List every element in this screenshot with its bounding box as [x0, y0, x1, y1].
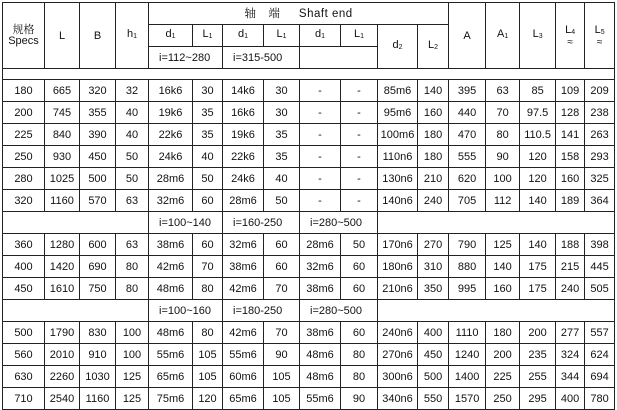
table-cell: 28m6	[149, 168, 193, 190]
table-cell: 840	[45, 124, 80, 146]
table-cell: 390	[80, 124, 116, 146]
table-cell: 240	[556, 278, 585, 300]
table-cell: 38m6	[300, 278, 341, 300]
table-cell: 48m6	[300, 366, 341, 388]
table-cell: 28m6	[300, 234, 341, 256]
table-cell: 355	[80, 102, 116, 124]
table-cell: 120	[520, 146, 556, 168]
table-cell: 324	[556, 344, 585, 366]
table-cell: 35	[264, 146, 300, 168]
spec-cell: 500	[3, 322, 45, 344]
table-cell: 80	[116, 278, 149, 300]
table-cell: 80	[193, 278, 223, 300]
specification-table	[2, 2, 615, 410]
table-cell: 140	[520, 234, 556, 256]
table-cell: 180n6	[378, 256, 418, 278]
table-cell: 109	[556, 80, 585, 102]
table-cell: 50	[264, 190, 300, 212]
table-cell: 80	[116, 256, 149, 278]
table-cell: 32m6	[300, 256, 341, 278]
table-row	[3, 256, 615, 278]
table-cell: 95m6	[378, 102, 418, 124]
table-cell: 120	[193, 388, 223, 410]
table-cell: 250	[486, 388, 520, 410]
table-cell: 60	[193, 190, 223, 212]
table-cell: 830	[80, 322, 116, 344]
table-cell: 450	[418, 344, 449, 366]
table-cell: 745	[45, 102, 80, 124]
table-cell: 160	[418, 102, 449, 124]
table-cell: 240	[418, 190, 449, 212]
spec-cell: 400	[3, 256, 45, 278]
table-cell: 1280	[45, 234, 80, 256]
table-cell: 65m6	[149, 366, 193, 388]
ratio-band-label: i=100~160	[149, 300, 223, 322]
ratio-band-label: i=180-250	[223, 300, 300, 322]
table-cell: 325	[585, 168, 615, 190]
ratio-band-label: i=100~140	[149, 212, 223, 234]
table-cell: 210	[418, 168, 449, 190]
table-cell: 30	[193, 80, 223, 102]
spacer-row	[3, 69, 615, 80]
table-cell: 930	[45, 146, 80, 168]
table-cell: 395	[449, 80, 486, 102]
table-cell: 1790	[45, 322, 80, 344]
table-cell: 50	[193, 168, 223, 190]
table-cell: 170n6	[378, 234, 418, 256]
table-cell: 364	[585, 190, 615, 212]
table-cell: 60	[341, 256, 378, 278]
table-cell: 255	[520, 366, 556, 388]
table-cell: 180	[418, 146, 449, 168]
table-row	[3, 190, 615, 212]
table-cell: 910	[80, 344, 116, 366]
table-cell: 24k6	[223, 168, 264, 190]
spec-cell: 280	[3, 168, 45, 190]
table-cell: 60	[341, 278, 378, 300]
table-cell: 398	[585, 234, 615, 256]
table-cell: 1240	[449, 344, 486, 366]
ratio-band-label: i=280~500	[300, 300, 378, 322]
table-cell: 35	[193, 102, 223, 124]
table-cell: -	[341, 124, 378, 146]
table-cell: 141	[556, 124, 585, 146]
table-cell: 80	[486, 124, 520, 146]
table-cell: 35	[264, 124, 300, 146]
table-cell: 665	[45, 80, 80, 102]
table-cell: 1160	[80, 388, 116, 410]
table-cell: 32	[116, 80, 149, 102]
table-cell: 55m6	[300, 388, 341, 410]
table-cell: 48m6	[300, 344, 341, 366]
table-cell: 140n6	[378, 190, 418, 212]
table-cell: 140	[520, 190, 556, 212]
table-row	[3, 366, 615, 388]
table-cell: 40	[193, 146, 223, 168]
ratio-band-spacer	[3, 212, 149, 234]
l1-header: L1	[193, 25, 223, 47]
table-cell: 300n6	[378, 366, 418, 388]
table-cell: 240n6	[378, 322, 418, 344]
table-cell: 225	[486, 366, 520, 388]
spec-cell: 360	[3, 234, 45, 256]
table-cell: 75m6	[149, 388, 193, 410]
table-cell: 60	[264, 256, 300, 278]
l4-header: L4 ≈	[556, 3, 585, 69]
ratio-band-spacer	[378, 212, 615, 234]
table-row	[3, 234, 615, 256]
table-row	[3, 322, 615, 344]
specs-header-cn: 规格	[12, 23, 35, 36]
table-cell: 557	[585, 322, 615, 344]
table-cell: 90	[264, 344, 300, 366]
table-cell: 110.5	[520, 124, 556, 146]
table-cell: 105	[193, 366, 223, 388]
table-cell: 320	[80, 80, 116, 102]
table-cell: 293	[585, 146, 615, 168]
table-cell: 310	[418, 256, 449, 278]
d1-header: d1	[149, 25, 193, 47]
table-cell: 60	[341, 322, 378, 344]
ratio-band-spacer	[3, 300, 149, 322]
table-cell: 60	[264, 234, 300, 256]
table-cell: 1570	[449, 388, 486, 410]
specs-header	[3, 3, 45, 69]
ratio-band-label: i=112~280	[149, 47, 223, 69]
table-cell: 600	[80, 234, 116, 256]
table-cell: 790	[449, 234, 486, 256]
table-cell: 30	[264, 102, 300, 124]
table-cell: 63	[486, 80, 520, 102]
table-cell: 175	[520, 278, 556, 300]
table-cell: 188	[556, 234, 585, 256]
table-cell: 570	[80, 190, 116, 212]
spec-cell: 225	[3, 124, 45, 146]
table-cell: 63	[116, 190, 149, 212]
table-row	[3, 278, 615, 300]
table-cell: 19k6	[223, 124, 264, 146]
table-cell: 780	[585, 388, 615, 410]
table-cell: 14k6	[223, 80, 264, 102]
height-header: h1	[116, 3, 149, 69]
header-row-1	[3, 3, 615, 25]
table-row	[3, 102, 615, 124]
table-cell: 42m6	[149, 256, 193, 278]
table-cell: 97.5	[520, 102, 556, 124]
table-cell: 505	[585, 278, 615, 300]
table-cell: 50	[116, 168, 149, 190]
l1-header: L1	[341, 25, 378, 47]
table-cell: 48m6	[149, 322, 193, 344]
table-cell: 1025	[45, 168, 80, 190]
table-cell: 90	[341, 388, 378, 410]
table-cell: 690	[80, 256, 116, 278]
table-cell: -	[300, 168, 341, 190]
table-cell: 120	[520, 168, 556, 190]
table-cell: 35	[193, 124, 223, 146]
shaft-end-header: 轴 端 Shaft end	[149, 3, 449, 25]
table-cell: 110n6	[378, 146, 418, 168]
table-cell: 624	[585, 344, 615, 366]
table-cell: 70	[486, 102, 520, 124]
table-cell: -	[341, 146, 378, 168]
table-cell: -	[341, 168, 378, 190]
table-cell: 215	[556, 256, 585, 278]
table-cell: 55m6	[149, 344, 193, 366]
a1-header: A1	[486, 3, 520, 69]
table-cell: 277	[556, 322, 585, 344]
table-cell: 350	[418, 278, 449, 300]
table-cell: 40	[116, 102, 149, 124]
table-cell: 112	[486, 190, 520, 212]
table-cell: 2540	[45, 388, 80, 410]
table-cell: 105	[264, 388, 300, 410]
table-cell: 2260	[45, 366, 80, 388]
table-cell: 209	[585, 80, 615, 102]
table-cell: 16k6	[223, 102, 264, 124]
table-cell: 19k6	[149, 102, 193, 124]
d2-header: d2	[378, 25, 418, 69]
l1-header: L1	[264, 25, 300, 47]
table-cell: 125	[116, 366, 149, 388]
table-cell: 189	[556, 190, 585, 212]
table-cell: 550	[418, 388, 449, 410]
width-header: B	[80, 3, 116, 69]
table-cell: 100	[116, 322, 149, 344]
table-cell: 450	[80, 146, 116, 168]
table-row	[3, 168, 615, 190]
table-cell: 32m6	[223, 234, 264, 256]
table-cell: 16k6	[149, 80, 193, 102]
spec-cell: 450	[3, 278, 45, 300]
table-cell: 1420	[45, 256, 80, 278]
table-cell: 105	[264, 366, 300, 388]
table-cell: 40	[264, 168, 300, 190]
d1-header: d1	[300, 25, 341, 47]
table-cell: 130n6	[378, 168, 418, 190]
table-cell: 140	[418, 80, 449, 102]
table-cell: 400	[556, 388, 585, 410]
table-cell: 90	[486, 146, 520, 168]
table-cell: 80	[193, 322, 223, 344]
table-cell: 128	[556, 102, 585, 124]
spec-cell: 710	[3, 388, 45, 410]
table-cell: 85	[520, 80, 556, 102]
table-cell: 470	[449, 124, 486, 146]
table-cell: 38m6	[300, 322, 341, 344]
table-cell: 500	[80, 168, 116, 190]
table-cell: 63	[116, 234, 149, 256]
table-cell: 555	[449, 146, 486, 168]
table-cell: 100	[486, 168, 520, 190]
table-cell: -	[300, 190, 341, 212]
table-cell: 1400	[449, 366, 486, 388]
table-cell: 140	[486, 256, 520, 278]
d1-header: d1	[223, 25, 264, 47]
l2-header: L2	[418, 25, 449, 69]
table-cell: 1030	[80, 366, 116, 388]
table-cell: 158	[556, 146, 585, 168]
table-cell: 340n6	[378, 388, 418, 410]
table-cell: 80	[341, 366, 378, 388]
table-cell: 85m6	[378, 80, 418, 102]
table-cell: 70	[264, 278, 300, 300]
table-cell: 238	[585, 102, 615, 124]
spec-cell: 180	[3, 80, 45, 102]
table-cell: 22k6	[149, 124, 193, 146]
table-cell: 55m6	[223, 344, 264, 366]
table-cell: -	[341, 190, 378, 212]
table-cell: 70	[193, 256, 223, 278]
table-cell: 100	[116, 344, 149, 366]
table-cell: -	[341, 102, 378, 124]
table-cell: -	[341, 80, 378, 102]
table-cell: 38m6	[223, 256, 264, 278]
table-cell: 2010	[45, 344, 80, 366]
ratio-band-spacer	[378, 300, 615, 322]
table-cell: 60	[193, 234, 223, 256]
spec-cell: 250	[3, 146, 45, 168]
specs-header-en: Specs	[8, 34, 39, 47]
table-cell: 65m6	[223, 388, 264, 410]
table-cell: 105	[193, 344, 223, 366]
table-cell: 445	[585, 256, 615, 278]
spec-cell: 560	[3, 344, 45, 366]
table-cell: 440	[449, 102, 486, 124]
table-cell: 100m6	[378, 124, 418, 146]
table-cell: 200	[486, 344, 520, 366]
table-cell: 40	[116, 124, 149, 146]
table-cell: 42m6	[223, 322, 264, 344]
table-cell: 500	[418, 366, 449, 388]
l3-header: L3	[520, 3, 556, 69]
table-row	[3, 124, 615, 146]
table-cell: 400	[418, 322, 449, 344]
table-cell: 70	[264, 322, 300, 344]
spec-cell: 630	[3, 366, 45, 388]
table-cell: 38m6	[149, 234, 193, 256]
table-cell: 705	[449, 190, 486, 212]
table-cell: 344	[556, 366, 585, 388]
table-cell: 880	[449, 256, 486, 278]
table-cell: 180	[486, 322, 520, 344]
table-cell: 125	[486, 234, 520, 256]
table-cell: 694	[585, 366, 615, 388]
spec-cell: 200	[3, 102, 45, 124]
table-cell: 200	[520, 322, 556, 344]
table-cell: 160	[486, 278, 520, 300]
table-cell: 24k6	[149, 146, 193, 168]
table-cell: 125	[116, 388, 149, 410]
table-cell: 235	[520, 344, 556, 366]
table-cell: 210n6	[378, 278, 418, 300]
table-cell: 295	[520, 388, 556, 410]
table-cell: 60m6	[223, 366, 264, 388]
table-cell: 160	[556, 168, 585, 190]
table-cell: 50	[116, 146, 149, 168]
table-cell: 30	[264, 80, 300, 102]
table-cell: -	[300, 80, 341, 102]
table-cell: 42m6	[223, 278, 264, 300]
ratio-band-row	[3, 300, 615, 322]
table-cell: -	[300, 124, 341, 146]
table-cell: 32m6	[149, 190, 193, 212]
ratio-band-row	[3, 212, 615, 234]
table-row	[3, 388, 615, 410]
spec-cell: 320	[3, 190, 45, 212]
ratio-band-label: i=280~500	[300, 212, 378, 234]
spacer-cell	[3, 69, 615, 80]
table-cell: 270n6	[378, 344, 418, 366]
table-cell: 1610	[45, 278, 80, 300]
table-cell: 1160	[45, 190, 80, 212]
table-cell: -	[300, 102, 341, 124]
ratio-band-label: i=315-500	[223, 47, 300, 69]
table-row	[3, 80, 615, 102]
length-header: L	[45, 3, 80, 69]
table-cell: 175	[520, 256, 556, 278]
table-cell: 80	[341, 344, 378, 366]
table-cell: 50	[341, 234, 378, 256]
table-cell: 620	[449, 168, 486, 190]
table-cell: 180	[418, 124, 449, 146]
table-cell: 263	[585, 124, 615, 146]
table-cell: 995	[449, 278, 486, 300]
l5-header: L5 ≈	[585, 3, 615, 69]
table-cell: 22k6	[223, 146, 264, 168]
table-cell: 1110	[449, 322, 486, 344]
table-row	[3, 146, 615, 168]
table-cell: 270	[418, 234, 449, 256]
table-row	[3, 344, 615, 366]
table-cell: 28m6	[223, 190, 264, 212]
a-header: A	[449, 3, 486, 69]
ratio-band-label: i=160-250	[223, 212, 300, 234]
table-cell: -	[300, 146, 341, 168]
table-cell: 750	[80, 278, 116, 300]
table-cell: 48m6	[149, 278, 193, 300]
ratio-band-label	[300, 47, 378, 69]
